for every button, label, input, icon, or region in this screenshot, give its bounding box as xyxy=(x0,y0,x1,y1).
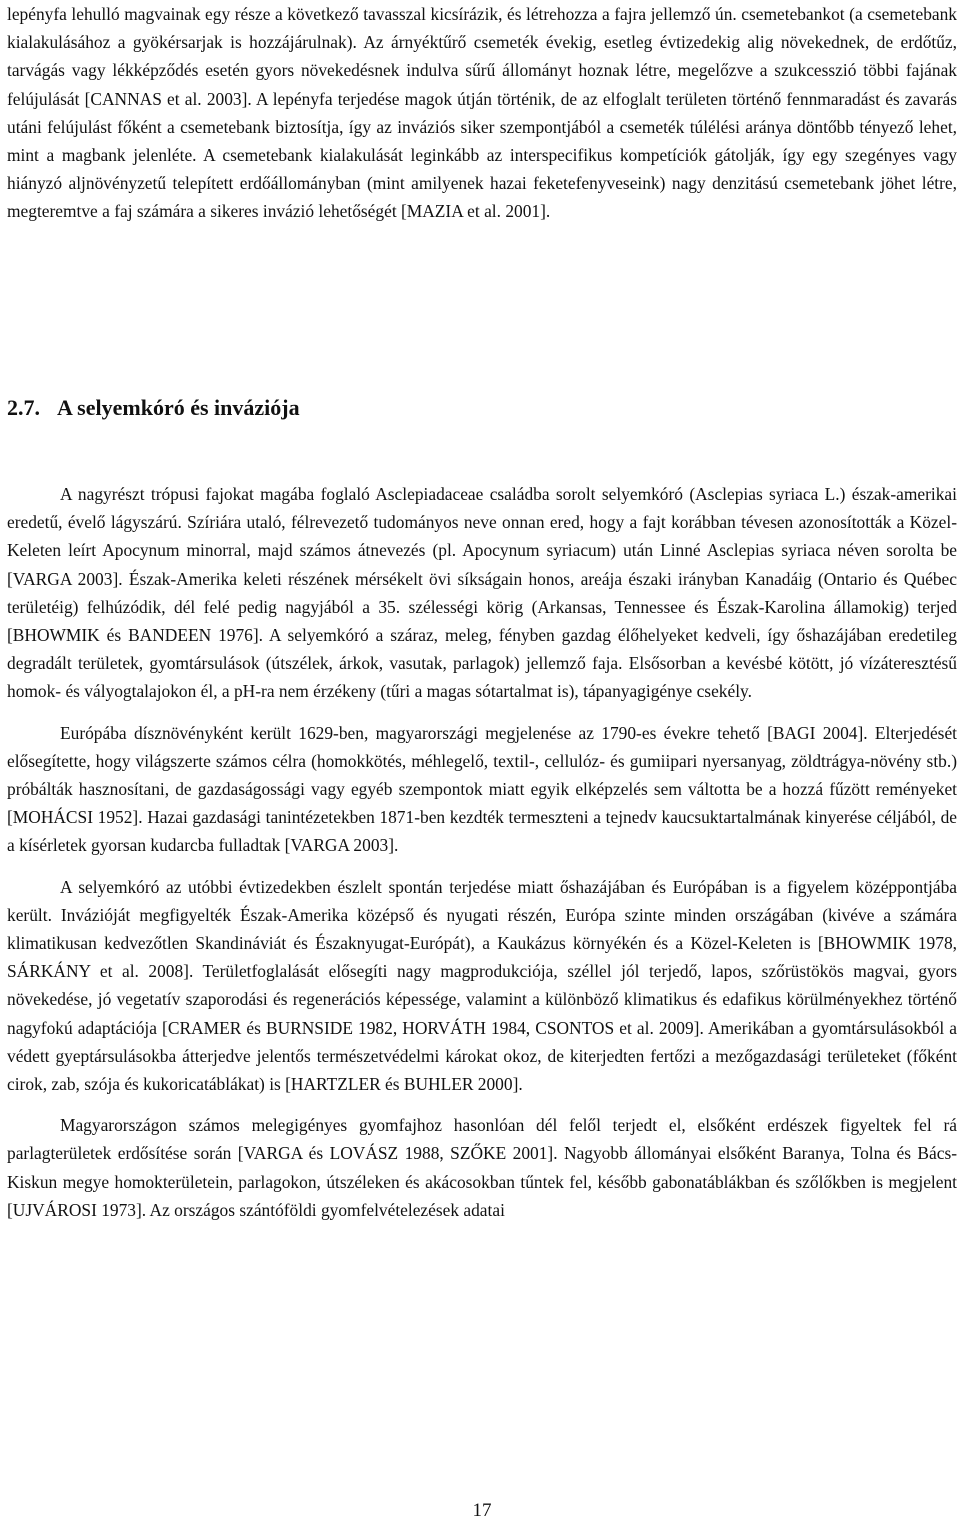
paragraph: Magyarországon számos melegigényes gyomfajhoz hasonlóan dél felől terjedt el, elsőként erdészek figyeltek fel rá parlagterületek erdősítése során [VARGA és LOVÁSZ 1988, SZŐKE 2001]. Nagyobb állományai elsőként Baranya, Tolna és Bács-Kiskun megye homokterületein, parlagokon, útszéleken és akácosokban tűntek fel, később gabonatáblákban és szőlőkben is megjelent [UJVÁROSI 1973]. Az országos szántóföldi gyomfelvételezések adatai xyxy=(7,1115,957,1220)
section-number: 2.7. xyxy=(7,395,40,420)
section-body xyxy=(7,480,957,1224)
paragraph: A selyemkóró az utóbbi évtizedekben észlelt spontán terjedése miatt őshazájában és Európában is a figyelem középpontjába került. Invázióját megfigyelték Észak-Amerika középső és nyugati részén, Európa szinte minden országában (kivéve a számára klimatikusan kedvezőtlen Skandináviát és Északnyugat-Európát), a Kaukázus környékén és a Közel-Keleten is [BHOWMIK 1978, SÁRKÁNY et al. 2008]. Területfoglalását elősegíti nagy magprodukciója, széllel jól terjedő, lapos, szőrüstökös magvai, gyors növekedése, jó vegetatív szaporodási és regenerációs képessége, valamint a különböző klimatikus és edafikus körülményekhez történő nagyfokú adaptációja [CRAMER és BURNSIDE 1982, HORVÁTH 1984, CSONTOS et al. 2009]. Amerikában a gyomtársulásokból a védett gyeptársulásokba átterjedve jelentős természetvédelmi károkat okoz, de kiterjedten fertőzi a mezőgazdasági területeket (főként cirok, zab, szója és kukoricatáblákat) is [HARTZLER és BUHLER 2000]. xyxy=(7,876,957,1095)
paragraph: A nagyrészt trópusi fajokat magába foglaló Asclepiadaceae családba sorolt selyemkóró (Asclepias syriaca L.) észak-amerikai eredetű, évelő lágyszárú. Szíriára utaló, félrevezető tudományos neve onnan ered, hogy a fajt korábban tévesen azonosították a Közel-Keleten leírt Apocynum minorral, majd számos átnevezés (pl. Apocynum syriacum) után Linné Asclepias syriaca néven sorolta be [VARGA 2003]. Észak-Amerika keleti részének mérsékelt övi síkságain honos, areája északi irányban Kanadáig (Ontario és Québec területéig) felhúzódik, dél felé pedig nagyjából a 35. szélességi körig (Arkansas, Tennessee és Észak-Karolina államokig) terjed [BHOWMIK és BANDEEN 1976]. A selyemkóró a száraz, meleg, fényben gazdag élőhelyeket kedveli, így őshazájában eredetileg degradált területek, gyomtársulások (útszélek, árkok, vasutak, parlagok) jellemző faja. Elsősorban a kevésbé kötött, jó vízáteresztésű homok- és vályogtalajokon él, a pH-ra nem érzékeny (tűri a magas sótartalmat is), tápanyagigénye csekély. xyxy=(7,484,957,702)
document-page xyxy=(7,0,957,1524)
section-heading xyxy=(7,395,300,421)
section-title: A selyemkóró és inváziója xyxy=(57,395,300,420)
paragraph: Európába dísznövényként került 1629-ben, magyarországi megjelenése az 1790-es évekre tehető [BAGI 2004]. Elterjedését elősegítette, hogy világszerte számos célra (homokkötés, méhlegelő, textil-, cellulóz- és gumiipari nyersanyag, zöldtrágya-növény stb.) próbálták hasznosítani, de gazdaságossági vagy egyéb szempontok miatt egyik elképzelés sem váltotta be a hozzá fűzött reményeket [MOHÁCSI 1952]. Hazai gazdasági tanintézetekben 1871-ben kezdték termeszteni a tejnedv kaucsuktartalmának kinyerése céljából, de a kísérletek gyorsan kudarcba fulladtak [VARGA 2003]. xyxy=(7,722,957,856)
page-number: 17 xyxy=(472,1500,492,1521)
paragraph-continued: lepényfa lehulló magvainak egy része a következő tavasszal kicsírázik, és létrehozza a fajra jellemző ún. csemetebankot (a csemetebank kialakulásához a gyökérsarjak is hozzájárulnak). Az árnyéktűrő csemeték évekig, esetleg évtizedekig alig növekednek, de erdőtűz, tarvágás vagy lékképződés esetén gyors növekedésnek indulva sűrű állományt hoznak létre, megelőzve a szukcesszió többi fajának felújulását [CANNAS et al. 2003]. A lepényfa terjedése magok útján történik, de az elfoglalt területen történő fennmaradást és zavarás utáni felújulást főként a csemetebank biztosítja, így az inváziós siker szempontjából a csemeték túlélési aránya döntőbb tényező lehet, mint a magbank jelenléte. A csemetebank kialakulását leginkább az interspecifikus kompetíciók gátolják, így egy szegényes vagy hiányzó aljnövényzetű telepített erdőállományban (mint amilyenek hazai feketefenyveseink) nagy denzitású csemetebank jöhet létre, megteremtve a faj számára a sikeres invázió lehetőségét [MAZIA et al. 2001]. xyxy=(7,4,957,222)
